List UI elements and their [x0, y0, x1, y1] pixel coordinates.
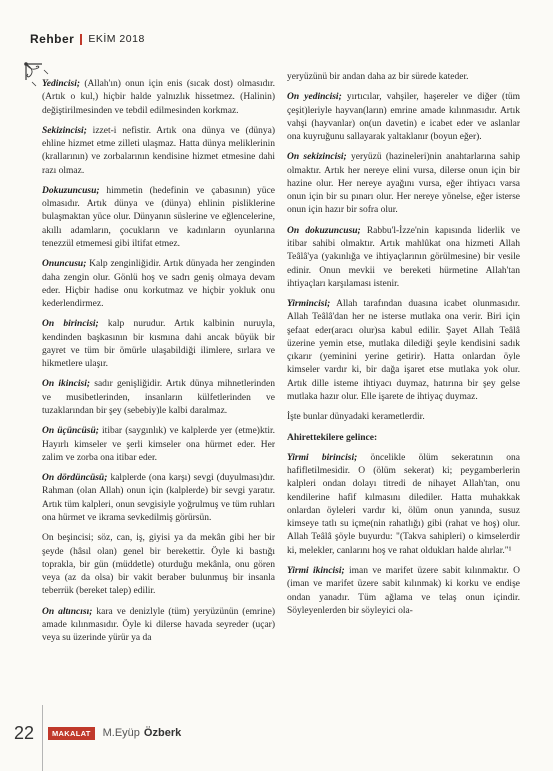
page-footer [14, 722, 181, 744]
paragraph [42, 78, 275, 118]
paragraph-text: yeryüzü (hazineleri)nin anahtarlarına sahip olmaktır. Artık her nereye elini vursa, dilerse onun için bir hazine olur. Her nereye ayağını vursa, eğer ihtiyacı varsa onun için bir su pınarı olur. Her nereye yönelse, eğer isterse onun için hazır bir sofra olur. [287, 152, 520, 216]
magazine-brand: Rehber [30, 32, 75, 46]
paragraph-text: kara ve denizlyle (tüm) yeryüzünün (emrine) amade kılınmasıdır. Öyle ki dilerse havada seyreder (uçar) veya su üzerinde yürür ya da [42, 606, 275, 644]
paragraph-lead: On ikincisi; [42, 379, 91, 390]
paragraph-text: Rabbu'l-İzze'nin kapısında liderlik ve itibar sahibi olmaktır. Artık mahlûkat ona hizmeti Allah Teâlâ'ya (yakınlığa ve ihtiyaçlarının görülmesine) bir vesile edinir. Onun mevkii ve bereketi hürmetine Allah'tan ihtiyaçları karşılaması istenir. [287, 225, 521, 289]
paragraph [42, 258, 275, 311]
paragraph [42, 606, 275, 646]
paragraph-text: izzet-i nefistir. Artık ona dünya ve (dünya) ehline hizmet etme zilleti ulaşmaz. Hatta dünya meliklerinin (krallarının) ve zorbalarının kendisine hizmet etmesine dahi razı olmaz. [42, 125, 275, 176]
paragraph-text: öncelikle ölüm sekeratının ona hafifletilmesidir. O (ölüm sekerat) ki; peygamberlerin kalpleri ondan dolayı titredi de nihayet Allah'tan, onu kendilerine hafif kılmasını dilediler. Hatta muhakkak onlardan öyleleri vardır ki, ölüm onun yanında, susuz kimseye tatlı su içme(nin rahatlığı) gibi (rahat ve hoş) olur. Allah Teâlâ şöyle buyurdu: "(Takva sahipleri) o kimselerdir ki, melekler, canlarını hoş ve rahat oldukları halde alırlar."¹ [287, 452, 520, 556]
paragraph [287, 452, 520, 558]
paragraph-lead: On altıncısı; [42, 606, 93, 617]
paragraph [42, 532, 275, 598]
paragraph-text: himmetin (hedefinin ve çabasının) yüce olmasıdır. Artık dünya ve (dünya) ehlinin pisliklerine bulaşmaktan yüce olur. Dünyanın süslerine ve eğlencelerine, akıllı adamların, çocukların ve kadınların oyunlarına tenezzül etmemesi gibi iltifat etmez. [42, 185, 275, 249]
paragraph-text: iman ve marifet üzere sabit kılınmaktır. O (iman ve marifet üzere sabit kılınmak) ki korku ve endişe ondan yanadır. Tüm ağlama ve telaş onun içindir. Söyleyenlerden bir söyleyici ola- [287, 566, 520, 616]
paragraph-text: kalplerde (ona karşı) sevgi (duyulması)dır. Rahman (olan Allah) onun için (kalplerde) bir sevgi yaratır. Artık tüm kalpleri, onun sevgisiyle yoğrulmuş ve tüm ruhları ona hürmet ve ikrama sevkedilmiş görürsün. [42, 473, 275, 523]
paragraph [42, 125, 275, 178]
paragraph-lead: Yedincisi; [42, 79, 80, 89]
paragraph-text: kalp nurudur. Artık kalbinin nuruyla, kendinden başkasının bir kısmına dahi ancak büyük bir gayret ve tüm bir ömürle ulaşabildiği ilimlere, sırlara ve hikmetlere ulaşır. [42, 319, 275, 370]
paragraph-text: itibar (saygınlık) ve kalplerde yer (etme)ktir. Hayırlı kimseler ve şerli kimseler ona hürmet eder. Her zalim ve zorba ona itibar eder. [42, 426, 275, 463]
right-column [287, 71, 520, 625]
paragraph-text: Allah tarafından duasına icabet olunmasıdır. Allah Teâlâ'dan her ne isterse mutlaka ona verir. Biri için şefaat eder(aracı olur)sa kabul edilir. Şayet Allah Teâlâ üzerine yemin etse, mutlaka dilediği şeyle kendisini sadık çıkarır (yeminini yerine getirir). Hatta onlardan öyle kimseler vardır ki, bir dağa işaret etse mutlaka yok olur. Artık dille isteme ihtiyacı duymaz, hatırına bir şey gelse mutlaka hazır olur. Elle işarete de ihtiyaç duymaz. [287, 299, 520, 402]
page-header [30, 32, 145, 46]
paragraph-lead: Yirmincisi; [287, 299, 331, 310]
paragraph-lead: On sekizincisi; [287, 152, 347, 163]
paragraph [287, 411, 520, 424]
paragraph [42, 185, 275, 251]
paragraph-text: sadır genişliğidir. Artık dünya mihnetlerinden ve musibetlerinden, insanların külfetlerinden ve tuzaklarından bir şey (sebebiy)le kalbi daralmaz. [42, 379, 276, 416]
paragraph-lead: On birincisi; [42, 319, 99, 330]
author-last-name: Özberk [143, 727, 182, 739]
paragraph [42, 318, 275, 371]
section-heading: Ahirettekilere gelince: [287, 432, 378, 443]
author-first-name: M.Eyüp [102, 727, 140, 739]
paragraph [42, 425, 275, 465]
paragraph [42, 472, 275, 525]
paragraph-lead: Dokuzuncusu; [42, 185, 100, 196]
paragraph-lead: On dördüncüsü; [42, 473, 108, 484]
paragraph-lead: Yirmi ikincisi; [287, 566, 345, 576]
paragraph [287, 298, 520, 404]
issue-date: EKİM 2018 [88, 33, 145, 45]
paragraph [287, 151, 520, 217]
paragraph-text: İşte bunlar dünyadaki kerametlerdir. [287, 412, 425, 423]
paragraph-lead: On dokuzuncusu; [287, 225, 361, 236]
paragraph-text: (Allah'ın) onun için enis (sıcak dost) olmasıdır. (Artık o kul,) hiçbir halde yalnızlık hissetmez. (Halinin) değiştirilmesinden ve tebdil edilmesinden korkmaz. [42, 79, 275, 116]
paragraph-lead: On yedincisi; [287, 92, 342, 103]
header-separator [80, 34, 82, 45]
paragraph [287, 565, 520, 618]
section-badge: MAKALAT [48, 727, 95, 740]
paragraph-lead: Yirmi birincisi; [287, 452, 358, 463]
left-column [42, 78, 275, 652]
paragraph [287, 91, 520, 144]
paragraph-text: On beşincisi; söz, can, iş, giyisi ya da mekân gibi her bir şeyde (hâsıl olan) genel bir berekettir. Öyle ki bastığı toprakla, bir gün (müddetle) oturduğu mekânla, onu gören veya (az da olsa) bir vakit beraber bulunmuş bir insanla teberrük (bereket talep) edilir. [42, 533, 275, 597]
paragraph-lead: On üçüncüsü; [42, 426, 99, 437]
paragraph-lead: Sekizincisi; [42, 125, 87, 136]
paragraph-text: yeryüzünü bir andan daha az bir sürede kateder. [287, 72, 469, 82]
paragraph-text: Kalp zenginliğidir. Artık dünyada her zenginden daha zengin olur. Gönlü hoş ve sadrı geniş olmaya devam eder. Hiçbir hadise onu korkutmaz ve hiçbir yokluk onu kederlendirmez. [42, 259, 275, 310]
paragraph-lead: Onuncusu; [42, 259, 87, 270]
paragraph-text: yırtıcılar, vahşiler, haşereler ve diğer (tüm çeşit)leriyle hayvan(ların) emrine amade kılınmasıdır. Artık vahşi (hayvanlar) on(un davetin) e icabet eder ve aslanlar ona kuyruğunu sallayarak yaltaklanır (boyun eğer). [287, 92, 521, 143]
page-number: 22 [14, 722, 35, 743]
paragraph [42, 378, 275, 418]
paragraph [287, 71, 520, 84]
paragraph [287, 225, 520, 291]
